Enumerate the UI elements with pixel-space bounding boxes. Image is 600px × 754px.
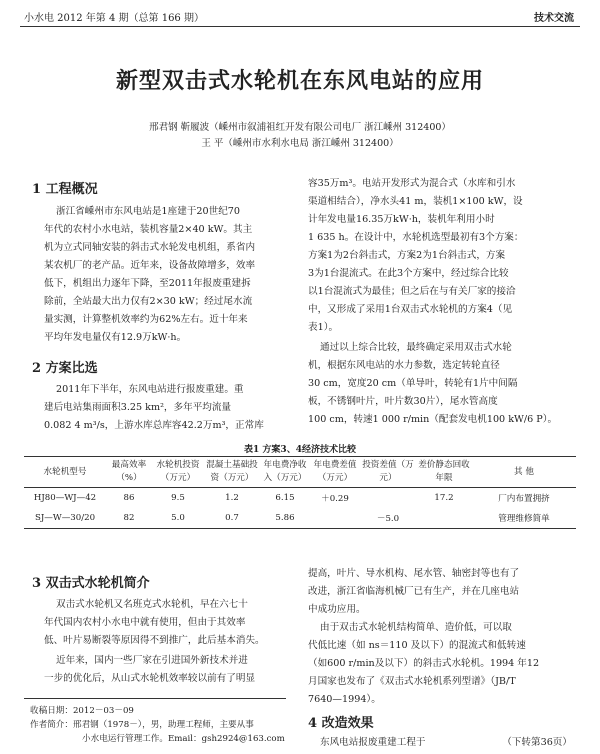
body-line: 30 cm，宽度20 cm（单导叶，转轮有1片中间隔 (308, 378, 518, 389)
table-cell: －5.0 (376, 514, 400, 524)
table-cell: 管理维修简单 (498, 514, 550, 524)
table-cell: 厂内布置拥挤 (498, 494, 550, 504)
continued-note: （下转第36页） (502, 737, 572, 748)
body-line: 改进，浙江省临海机械厂已有生产，并在几座电站 (308, 586, 520, 597)
body-line: 7640—1994）。 (308, 694, 381, 705)
table-row (24, 488, 576, 509)
body-line: 容35万m³。电站开发形式为混合式（水库和引水 (308, 178, 516, 189)
section-2-line: 建后电站集雨面积3.25 km²，多年平均流量 (44, 402, 232, 413)
table-cell: HJ80—WJ—42 (33, 493, 97, 503)
header-rule (20, 26, 580, 27)
section-1-line: 某农机厂的老产品。近年来，设备故障增多，效率 (44, 260, 256, 271)
table-cell: 0.7 (225, 513, 239, 523)
body-line: 机，根据东风电站的水力参数，选定转轮直径 (308, 360, 500, 371)
section-1-line: 平均年发电量仅有12.9万kW·h。 (44, 332, 187, 343)
authors-line-2: 王 平（嵊州市水利水电局 浙江嵊州 312400） (201, 138, 399, 149)
table-cell: 86 (123, 493, 135, 503)
section-3-heading: 3 双击式水轮机简介 (32, 576, 150, 591)
col-header: 水轮机投资（万元） (156, 460, 200, 483)
body-line: 表1）。 (308, 322, 339, 333)
table-cell: 17.2 (434, 493, 454, 503)
article-title: 新型双击式水轮机在东风电站的应用 (115, 69, 484, 94)
table-cell (416, 508, 472, 529)
col-header: 水轮机型号 (43, 466, 87, 477)
footnote-rule (24, 698, 286, 699)
section-3-line: 低、叶片易断裂等原因得不到推广，此后基本消失。 (44, 635, 265, 646)
section-1-line: 机为立式同轴安装的斜击式水轮发电机组，系省内 (44, 242, 256, 253)
col-header: 投资差值（万元） (362, 460, 414, 483)
body-line: 100 cm，转速1 000 r/min（配套发电机100 kW/6 P）。 (308, 414, 558, 425)
comparison-table (24, 456, 576, 529)
col-header: 差价静态回收年限 (418, 460, 470, 483)
table-caption: 表1 方案3、4经济技术比较 (244, 445, 356, 455)
table-row (24, 508, 576, 529)
table-cell: 5.0 (171, 513, 185, 523)
body-line: 通过以上综合比较，最终确定采用双击式水轮 (320, 342, 512, 353)
section-1-line: 年代的农村小水电站，装机容量2×40 kW。其主 (44, 224, 253, 235)
body-line: 3为1台混流式。在此3个方案中，经过综合比较 (308, 268, 509, 279)
section-1-line: 低下，机组出力逐年下降，至2011年报废重建拆 (44, 278, 251, 289)
body-line: 代低比速（如 ns＝110 及以下）的混流式和低转速 (308, 640, 526, 651)
table-cell: 9.5 (171, 493, 185, 503)
section-3-line: 近年来，国内一些厂家在引进国外新技术并进 (56, 655, 248, 666)
body-line: 渠道相结合），净水头41 m，装机1×100 kW，设 (308, 196, 523, 207)
authors-line-1: 邢君钢 靳履波（嵊州市叙浦祖红开发有限公司电厂 浙江嵊州 312400） (149, 122, 451, 133)
author-bio: 作者简介：邢君钢（1978－），男，助理工程师，主要从事 (30, 720, 254, 730)
body-line: 提高，叶片、导水机构、尾水管、轴密封等也有了 (308, 568, 520, 579)
table-cell: SJ—W—30/20 (34, 513, 96, 523)
journal-header: 小水电 2012 年第 4 期（总第 166 期） (24, 13, 204, 24)
section-1-line: 量实测，计算整机效率约为62%左右。近十年来 (44, 314, 248, 325)
body-line: 中成功应用。 (308, 604, 366, 615)
section-1-line: 除前，全站最大出力仅有2×30 kW；经过尾水流 (44, 296, 253, 307)
section-1-heading: 1 工程概况 (32, 182, 98, 197)
body-line: 月国家也发布了《双击式水轮机系列型谱》（JB/T (308, 676, 516, 687)
section-3-line: 双击式水轮机又名班克式水轮机，早在六七十 (56, 599, 248, 610)
body-line: 以1台混流式为最佳；但之后在与有关厂家的接洽 (308, 286, 516, 297)
col-header: 混凝土基础投资（万元） (206, 460, 258, 483)
col-header: 年电费差值（万元） (313, 460, 357, 483)
table-cell: 6.15 (275, 493, 295, 503)
section-3-line: 年代国内农村小水电中就有使用，但由于其效率 (44, 617, 246, 628)
body-line: 1 635 h。在设计中，水轮机选型最初有3个方案： (308, 232, 524, 243)
table-cell: 1.2 (225, 493, 239, 503)
table-cell (360, 488, 416, 509)
section-3-line: 一步的优化后，从山式水轮机效率较以前有了明显 (44, 673, 256, 684)
section-1-line: 浙江省嵊州市东风电站是1座建于20世纪70 (56, 206, 241, 217)
received-date: 收稿日期：2012－03－09 (30, 706, 134, 716)
section-2-line: 0.082 4 m³/s，上游水库总库容42.2万m³，正常库 (44, 420, 264, 431)
body-line: 中，又形成了采用1台双击式水轮机的方案4（见 (308, 304, 513, 315)
table-cell: 5.86 (275, 513, 295, 523)
section-4-line: 东风电站报废重建工程于 (320, 737, 426, 748)
body-line: 板，不锈钢叶片，叶片数30片），尾水管高度 (308, 396, 498, 407)
body-line: 由于双击式水轮机结构简单、造价低，可以取 (320, 622, 512, 633)
table-cell (310, 508, 360, 529)
author-bio: 小水电运行管理工作。Email：gsh2924@163.com (82, 734, 285, 744)
col-header: 年电费净收入（万元） (263, 460, 307, 483)
body-line: 方案1为2台斜击式，方案2为1台斜击式，方案 (308, 250, 506, 261)
body-line: （如600 r/min及以下）的斜击式水轮机。1994 年12 (308, 658, 540, 669)
section-2-heading: 2 方案比选 (32, 361, 98, 376)
col-header: 其 他 (514, 466, 534, 477)
col-header: 最高效率（%） (111, 460, 147, 483)
section-2-line: 2011年下半年，东风电站进行报废重建。重 (56, 384, 244, 395)
table-cell: ＋0.29 (321, 494, 349, 504)
table-cell: 82 (123, 513, 135, 523)
table-header-row (24, 457, 576, 488)
section-4-heading: 4 改造效果 (308, 716, 374, 731)
body-line: 计年发电量16.35万kW·h，装机年利用小时 (308, 214, 495, 225)
section-header: 技术交流 (534, 13, 574, 24)
